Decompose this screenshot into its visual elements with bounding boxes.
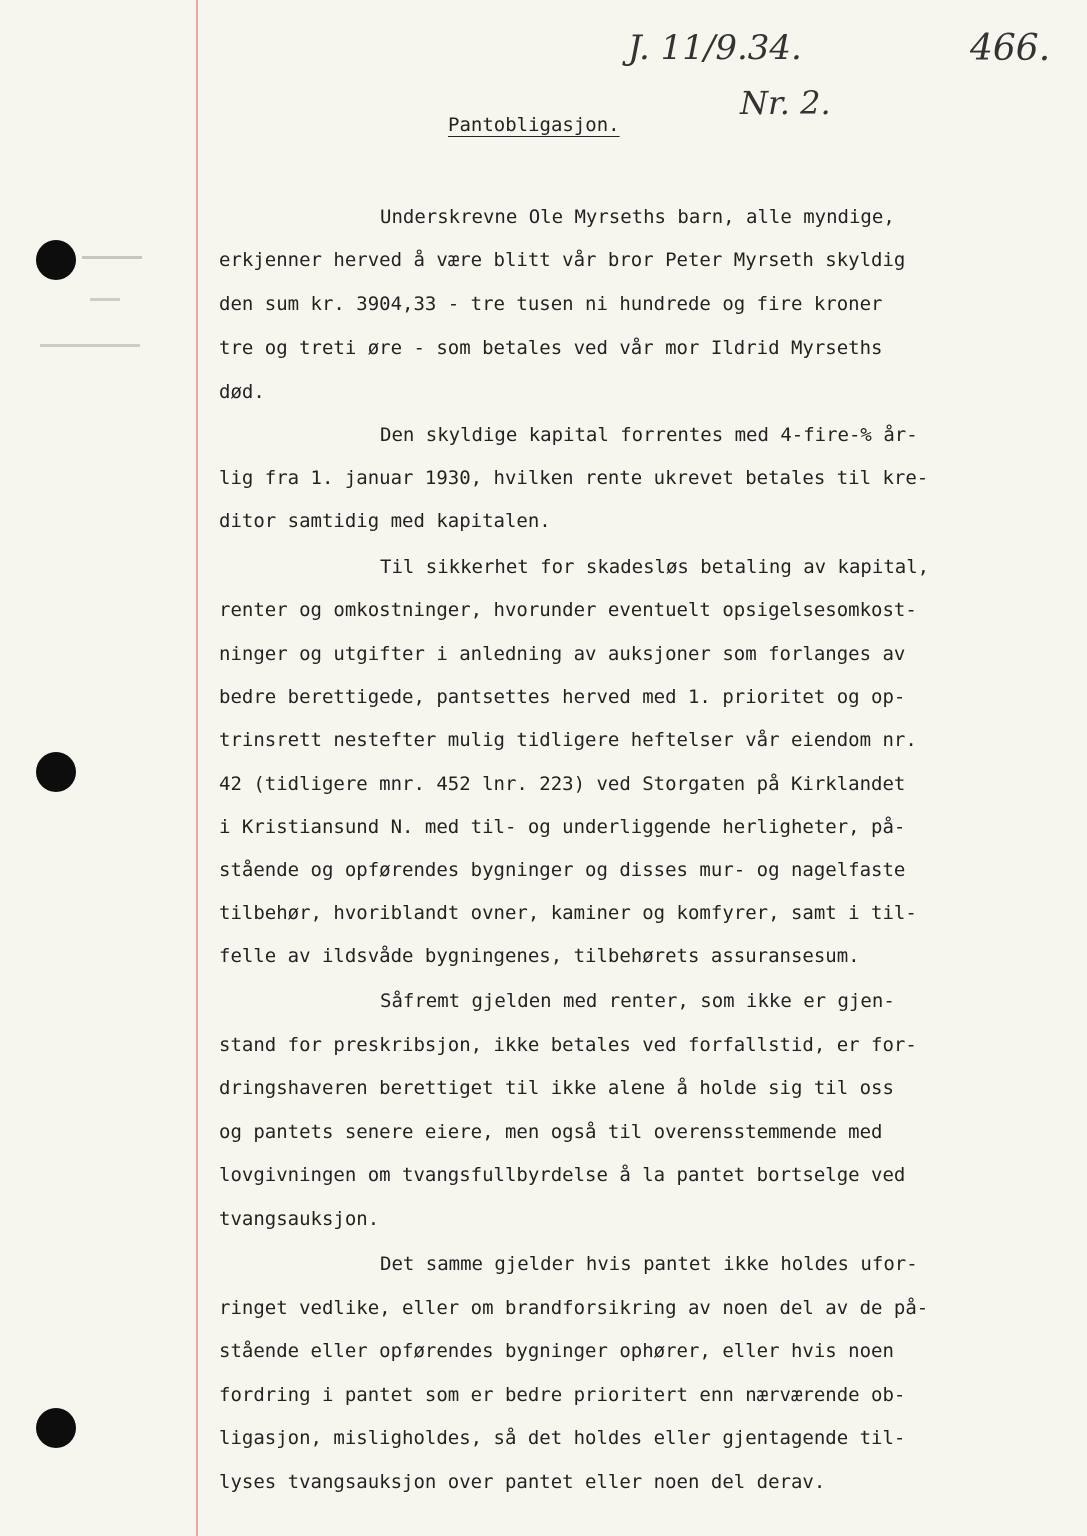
body-line: Såfremt gjelden med renter, som ikke er gjen-	[380, 990, 895, 1012]
handwritten-date-note: J. 11/9.34.	[628, 28, 802, 68]
bleed-through-mark	[40, 344, 140, 347]
body-line: Til sikkerhet for skadesløs betaling av kapital,	[380, 556, 930, 578]
body-line: ditor samtidig med kapitalen.	[219, 510, 551, 532]
bleed-through-mark	[90, 298, 120, 301]
handwritten-page-number: 466.	[970, 28, 1051, 69]
body-line: fordring i pantet som er bedre prioritert enn nærværende ob-	[219, 1384, 906, 1406]
punch-hole-middle	[36, 752, 76, 792]
body-line: tvangsauksjon.	[219, 1208, 380, 1230]
body-line: lovgivningen om tvangsfullbyrdelse å la pantet bortselge ved	[219, 1164, 906, 1186]
body-line: og pantets senere eiere, men også til overensstemmende med	[219, 1121, 883, 1143]
punch-hole-bottom	[36, 1408, 76, 1448]
punch-hole-top	[36, 240, 76, 280]
body-line: lig fra 1. januar 1930, hvilken rente ukrevet betales til kre-	[219, 467, 929, 489]
body-line: død.	[219, 381, 265, 403]
body-line: stående eller opførendes bygninger ophører, eller hvis noen	[219, 1340, 894, 1362]
body-line: Det samme gjelder hvis pantet ikke holdes ufor-	[380, 1253, 918, 1275]
body-line: felle av ildsvåde bygningenes, tilbehørets assuransesum.	[219, 945, 860, 967]
body-line: Underskrevne Ole Myrseths barn, alle myndige,	[380, 206, 895, 228]
document-title: Pantobligasjon.	[448, 114, 620, 136]
body-line: dringshaveren berettiget til ikke alene å holde sig til oss	[219, 1077, 894, 1099]
body-line: ringet vedlike, eller om brandforsikring av noen del av de på-	[219, 1297, 929, 1319]
body-line: lyses tvangsauksjon over pantet eller noen del derav.	[219, 1471, 826, 1493]
body-line: ninger og utgifter i anledning av auksjoner som forlanges av	[219, 643, 906, 665]
body-line: stående og opførendes bygninger og disses mur- og nagelfaste	[219, 859, 906, 881]
body-line: tilbehør, hvoriblandt ovner, kaminer og komfyrer, samt i til-	[219, 902, 917, 924]
margin-rule	[196, 0, 198, 1536]
body-line: bedre berettigede, pantsettes herved med 1. prioritet og op-	[219, 686, 906, 708]
body-line: Den skyldige kapital forrentes med 4-fire-% år-	[380, 424, 918, 446]
body-line: tre og treti øre - som betales ved vår mor Ildrid Myrseths	[219, 337, 883, 359]
body-line: renter og omkostninger, hvorunder eventuelt opsigelsesomkost-	[219, 599, 917, 621]
bleed-through-mark	[82, 256, 142, 259]
handwritten-document-number: Nr. 2.	[740, 84, 831, 122]
body-line: i Kristiansund N. med til- og underliggende herligheter, på-	[219, 816, 906, 838]
body-line: ligasjon, misligholdes, så det holdes eller gjentagende til-	[219, 1427, 906, 1449]
body-line: 42 (tidligere mnr. 452 lnr. 223) ved Storgaten på Kirklandet	[219, 773, 906, 795]
body-line: den sum kr. 3904,33 - tre tusen ni hundrede og fire kroner	[219, 293, 883, 315]
body-line: erkjenner herved å være blitt vår bror Peter Myrseth skyldig	[219, 249, 906, 271]
body-line: trinsrett nestefter mulig tidligere heftelser vår eiendom nr.	[219, 729, 917, 751]
body-line: stand for preskribsjon, ikke betales ved forfallstid, er for-	[219, 1034, 917, 1056]
